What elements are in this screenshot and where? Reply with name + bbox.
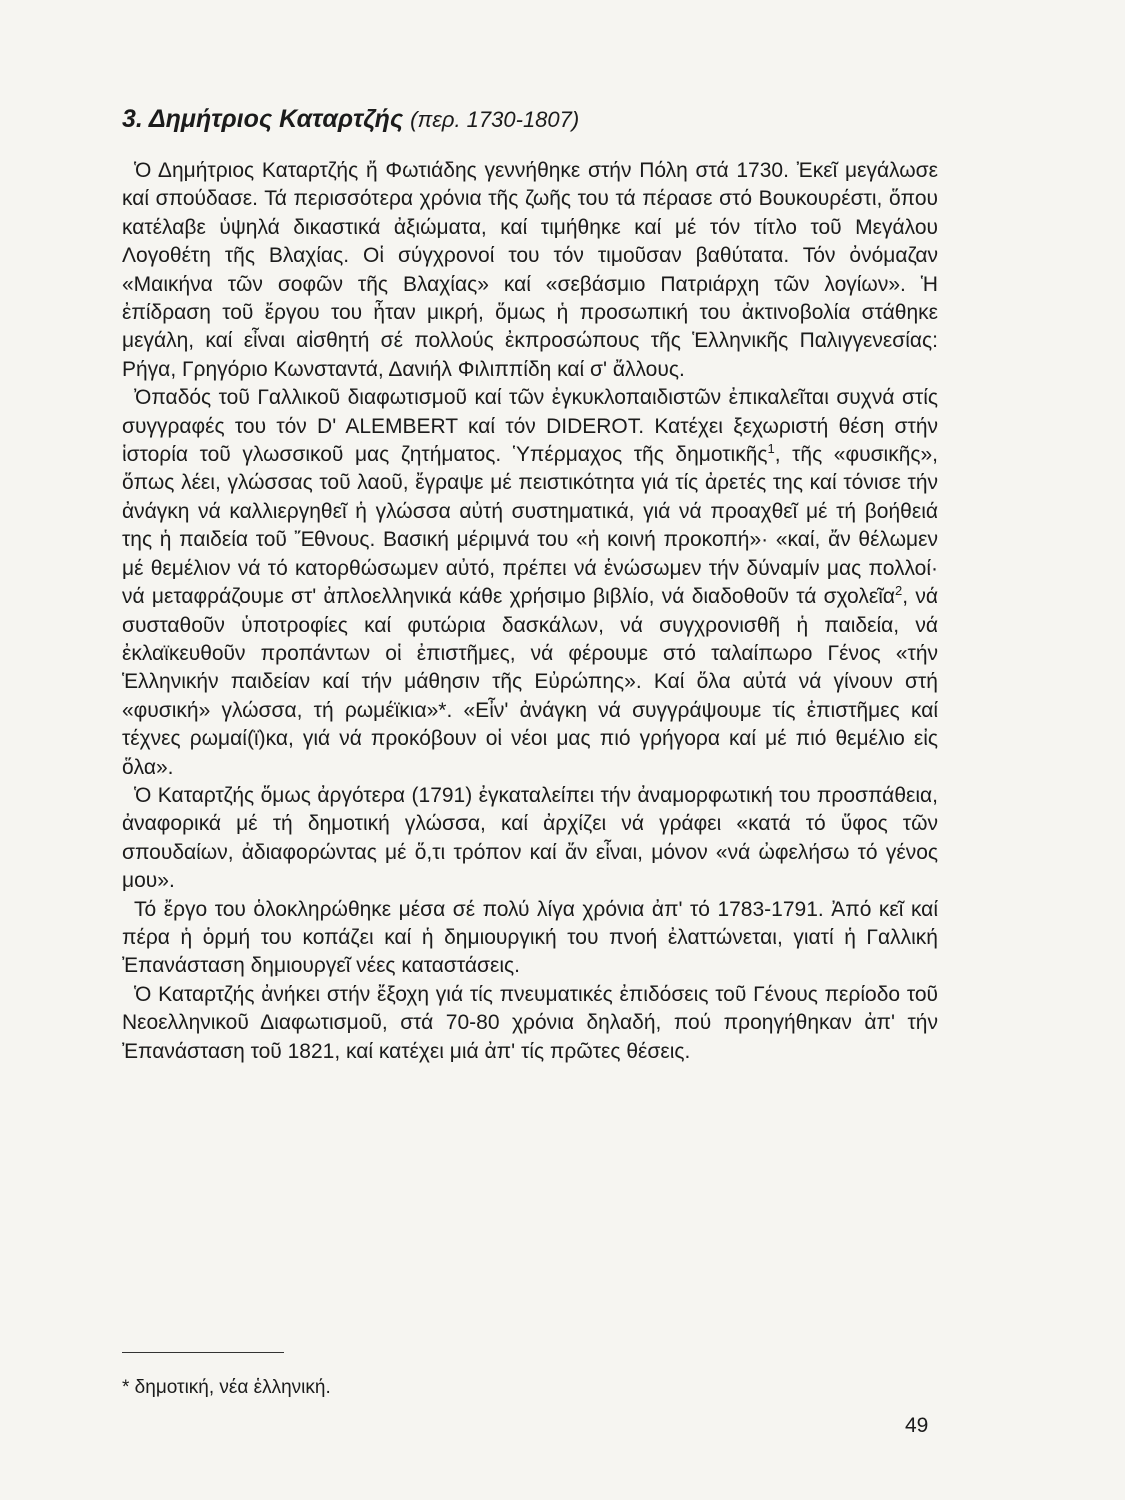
paragraph-5: Ὁ Καταρτζής ἀνήκει στήν ἔξοχη γιά τίς πνευματικές ἐπιδόσεις τοῦ Γένους περίοδο τοῦ Νεοελληνικοῦ Διαφωτισμοῦ, στά 70-80 χρόνια δηλαδή, πού προηγήθηκαν ἀπ' τήν Ἐπανάσταση τοῦ 1821, καί κατέχει μιά ἀπ' τίς πρῶτες θέσεις. [122,982,938,1063]
paragraph-4: Τό ἔργο του ὁλοκληρώθηκε μέσα σέ πολύ λίγα χρόνια ἀπ' τό 1783-1791. Ἀπό κεῖ καί πέρα ἡ ὁρμή του κοπάζει καί ἡ δημιουργική του πνοή ἐλαττώνεται, γιατί ἡ Γαλλική Ἐπανάσταση δημιουργεῖ νέες καταστάσεις. [122,897,938,978]
body-text [122,157,938,1066]
paragraph-1: Ὁ Δημήτριος Καταρτζής ἤ Φωτιάδης γεννήθηκε στήν Πόλη στά 1730. Ἐκεῖ μεγάλωσε καί σπούδασε. Τά περισσότερα χρόνια τῆς ζωῆς του τά πέρασε στό Βουκουρέστι, ὅπου κατέλαβε ὑψηλά δικαστικά ἀξιώματα, καί τιμήθηκε καί μέ τόν τίτλο τοῦ Μεγάλου Λογοθέτη τῆς Βλαχίας. Οἱ σύγχρονοί του τόν τιμοῦσαν βαθύτατα. Τόν ὀνόμαζαν «Μαικήνα τῶν σοφῶν τῆς Βλαχίας» καί «σεβάσμιο Πατριάρχη τῶν λογίων». Ἡ ἐπίδραση τοῦ ἔργου του ἦταν μικρή, ὅμως ἡ προσωπική του ἀκτινοβολία στάθηκε μεγάλη, καί εἶναι αἰσθητή σέ πολλούς ἐκπροσώπους τῆς Ἑλληνικῆς Παλιγγενεσίας: Ρήγα, Γρηγόριο Κωνσταντά, Δανιήλ Φιλιππίδη καί σ' ἄλλους. [122,159,938,381]
paragraph-3: Ὁ Καταρτζής ὅμως ἀργότερα (1791) ἐγκαταλείπει τήν ἀναμορφωτική του προσπάθεια, ἀναφορικά μέ τή δημοτική γλώσσα, καί ἀρχίζει νά γράφει «κατά τό ὕφος τῶν σπουδαίων, ἀδιαφορώντας μέ ὅ,τι τρόπον καί ἄν εἶναι, μόνον «νά ὠφελήσω τό γένος μου». [122,783,938,893]
footnote-divider [122,1352,284,1353]
footnote: * δημοτική, νέα ἑλληνική. [122,1377,331,1398]
paragraph-2-part-c: , νά συσταθοῦν ὑποτροφίες καί φυτώρια δασκάλων, νά συγχρονισθῆ ἡ παιδεία, νά ἐκλαϊκευθοῦν προπάντων οἱ ἐπιστῆμες, νά φέρουμε στό ταλαίπωρο Γένος «τήν Ἑλληνικήν παιδείαν καί τήν μάθησιν τῆς Εὐρώπης». Καί ὅλα αὐτά νά γίνουν στή «φυσική» γλώσσα, τή ρωμέϊκια»*. «Εἶν' ἀνάγκη νά συγγράψουμε τίς ἐπιστῆμες καί τέχνες ρωμαί(ϊ)κα, γιά νά προκόβουν οἱ νέοι μας πιό γρήγορα καί μέ πιό θεμέλιο εἰς ὅλα». [122,585,938,779]
paragraph-2 [122,384,938,782]
heading-dates: (περ. 1730-1807) [410,107,580,132]
heading-title: 3. Δημήτριος Καταρτζής [122,105,404,133]
footnote-ref-1: 1 [767,441,775,457]
paragraph-2-part-b: , τῆς «φυσικῆς», ὅπως λέει, γλώσσας τοῦ λαοῦ, ἔγραψε μέ πειστικότητα γιά τίς ἀρετές της καί τόνισε τήν ἀνάγκη νά καλλιεργηθεῖ ἡ γλώσσα αὐτή συστηματικά, γιά νά προαχθεῖ μέ τή βοήθειά της ἡ παιδεία τοῦ Ἔθνους. Βασική μέριμνά του «ἡ κοινή προκοπή»· «καί, ἄν θέλωμεν μέ θεμέλιον νά τό κατορθώσωμεν αὐτό, πρέπει νά ἑνώσωμεν τήν δύναμίν μας πολλοί· νά μεταφράζουμε στ' ἀπλοελληνικά κάθε χρήσιμο βιβλίο, νά διαδοθοῦν τά σχολεῖα [122,443,939,609]
page-content [122,104,938,1066]
footnote-ref-2: 2 [895,583,903,599]
paragraph-2-part-a: Ὀπαδός τοῦ Γαλλικοῦ διαφωτισμοῦ καί τῶν ἐγκυκλοπαιδιστῶν ἐπικαλεῖται συχνά στίς συγγραφές του τόν D' ALEMBERT καί τόν DIDEROT. Κατέχει ξεχωριστή θέση στήν ἱστορία τοῦ γλωσσικοῦ μας ζητήματος. Ὑπέρμαχος τῆς δημοτικῆς [122,386,938,467]
page-number: 49 [905,1414,929,1437]
section-heading [122,104,938,135]
